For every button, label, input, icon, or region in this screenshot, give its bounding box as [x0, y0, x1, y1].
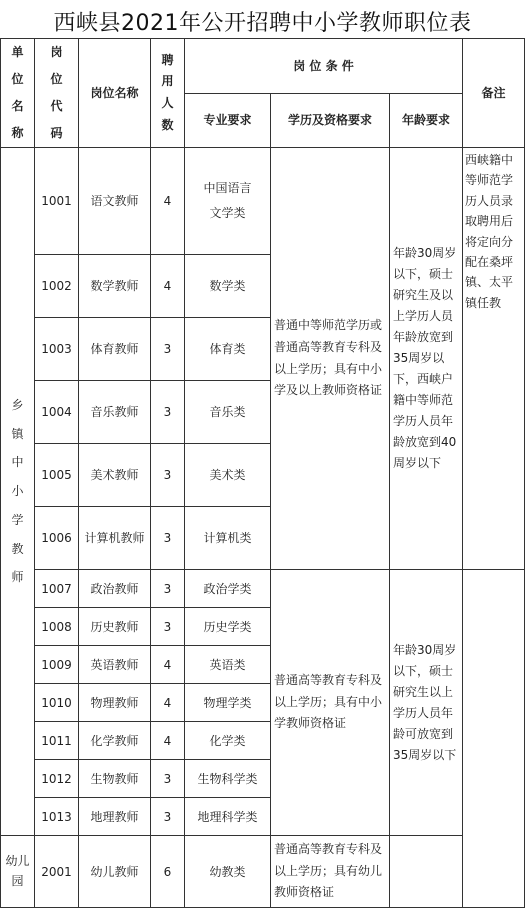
table-row [1, 570, 525, 608]
cell-major: 幼教类 [185, 836, 271, 908]
block3-edu: 普通高等教育专科及以上学历；具有幼儿教师资格证 [271, 836, 390, 908]
header-name: 岗位名称 [79, 39, 151, 148]
block1-edu: 普通中等师范学历或普通高等教育专科及以上学历；具有中小学及以上教师资格证 [271, 148, 390, 570]
header-code: 岗位代码 [35, 39, 79, 148]
cell-name: 语文教师 [79, 148, 151, 255]
table-row [1, 148, 525, 255]
cell-count: 3 [151, 570, 185, 608]
cell-major: 英语类 [185, 646, 271, 684]
cell-major: 历史学类 [185, 608, 271, 646]
cell-count: 3 [151, 318, 185, 381]
block2-note-empty [463, 570, 525, 908]
page-title: 西峡县2021年公开招聘中小学教师职位表 [53, 11, 472, 36]
cell-major: 数学类 [185, 255, 271, 318]
unit-kindergarten: 幼儿园 [1, 836, 35, 908]
cell-code: 1004 [35, 381, 79, 444]
header-edu: 学历及资格要求 [271, 93, 390, 148]
cell-code: 1012 [35, 760, 79, 798]
cell-count: 6 [151, 836, 185, 908]
cell-name: 计算机教师 [79, 507, 151, 570]
cell-name: 地理教师 [79, 798, 151, 836]
cell-name: 物理教师 [79, 684, 151, 722]
block3-age-empty [390, 836, 463, 908]
cell-count: 3 [151, 381, 185, 444]
cell-name: 历史教师 [79, 608, 151, 646]
header-count: 聘用人数 [151, 39, 185, 148]
cell-count: 3 [151, 798, 185, 836]
cell-count: 4 [151, 255, 185, 318]
cell-count: 4 [151, 148, 185, 255]
header-unit: 单位名称 [1, 39, 35, 148]
cell-major: 中国语言文学类 [185, 148, 271, 255]
cell-count: 3 [151, 608, 185, 646]
unit-rural: 乡镇中小学教师 [1, 148, 35, 836]
header-row-1 [1, 39, 525, 94]
cell-name: 英语教师 [79, 646, 151, 684]
cell-count: 3 [151, 760, 185, 798]
block1-note: 西峡籍中等师范学历人员录取聘用后将定向分配在桑坪镇、太平镇任教 [463, 148, 525, 570]
cell-code: 1003 [35, 318, 79, 381]
header-age: 年龄要求 [390, 93, 463, 148]
job-table [0, 38, 525, 908]
cell-code: 2001 [35, 836, 79, 908]
cell-major: 美术类 [185, 444, 271, 507]
cell-name: 生物教师 [79, 760, 151, 798]
cell-code: 1002 [35, 255, 79, 318]
cell-name: 音乐教师 [79, 381, 151, 444]
cell-major: 政治学类 [185, 570, 271, 608]
table-row [1, 836, 525, 908]
cell-major: 地理科学类 [185, 798, 271, 836]
cell-major: 生物科学类 [185, 760, 271, 798]
cell-name: 幼儿教师 [79, 836, 151, 908]
cell-code: 1013 [35, 798, 79, 836]
cell-name: 化学教师 [79, 722, 151, 760]
cell-code: 1010 [35, 684, 79, 722]
cell-major: 计算机类 [185, 507, 271, 570]
block1-age: 年龄30周岁以下，硕士研究生及以上学历人员年龄放宽到35周岁以下，西峡户籍中等师范学历人员年龄放宽到40周岁以下 [390, 148, 463, 570]
cell-name: 体育教师 [79, 318, 151, 381]
cell-major: 物理学类 [185, 684, 271, 722]
block2-age: 年龄30周岁以下，硕士研究生以上学历人员年龄可放宽到35周岁以下 [390, 570, 463, 836]
cell-name: 政治教师 [79, 570, 151, 608]
cell-name: 美术教师 [79, 444, 151, 507]
cell-code: 1005 [35, 444, 79, 507]
cell-code: 1008 [35, 608, 79, 646]
cell-code: 1009 [35, 646, 79, 684]
header-conditions: 岗 位 条 件 [185, 39, 463, 94]
cell-count: 4 [151, 684, 185, 722]
header-note: 备注 [463, 39, 525, 148]
cell-major: 化学类 [185, 722, 271, 760]
cell-major: 音乐类 [185, 381, 271, 444]
cell-code: 1006 [35, 507, 79, 570]
cell-count: 4 [151, 646, 185, 684]
block2-edu: 普通高等教育专科及以上学历；具有中小学教师资格证 [271, 570, 390, 836]
cell-code: 1001 [35, 148, 79, 255]
cell-name: 数学教师 [79, 255, 151, 318]
cell-count: 4 [151, 722, 185, 760]
cell-major: 体育类 [185, 318, 271, 381]
cell-count: 3 [151, 444, 185, 507]
cell-count: 3 [151, 507, 185, 570]
cell-code: 1011 [35, 722, 79, 760]
header-major: 专业要求 [185, 93, 271, 148]
cell-code: 1007 [35, 570, 79, 608]
